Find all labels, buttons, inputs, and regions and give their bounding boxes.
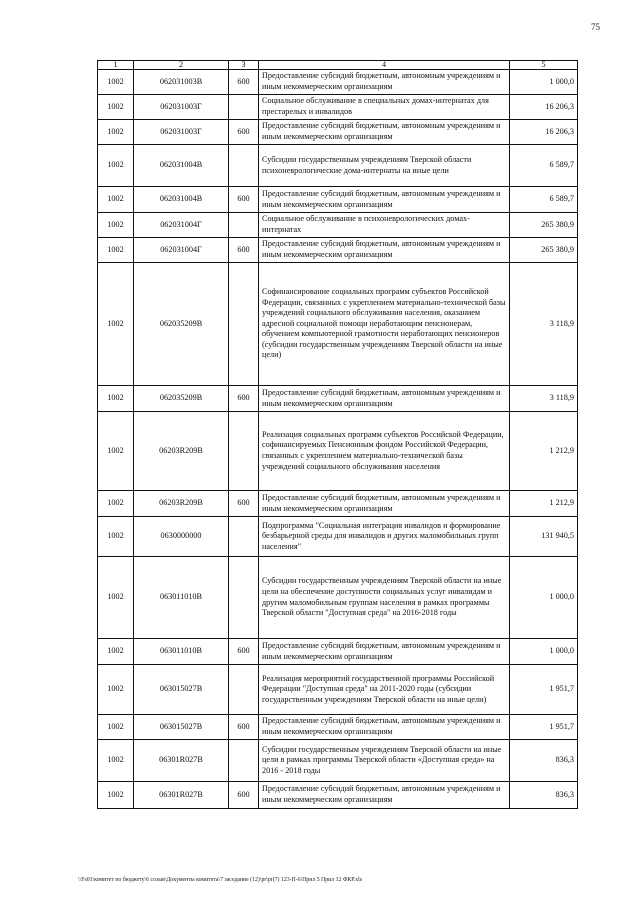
expense-type-cell (229, 213, 259, 238)
expense-type-cell (229, 145, 259, 187)
table-row (98, 639, 578, 665)
table-row (98, 95, 578, 120)
col-header-4: 4 (259, 61, 510, 70)
table-row (98, 238, 578, 263)
target-code-cell: 062031004В (134, 145, 229, 187)
item-name-cell: Предоставление субсидий бюджетным, автономным учреждениям и иным некоммерческим организациям (259, 715, 510, 740)
amount-cell: 1 951,7 (510, 715, 578, 740)
target-code-cell: 062035209В (134, 386, 229, 412)
amount-cell: 836,3 (510, 740, 578, 782)
target-code-cell: 06203R209В (134, 491, 229, 517)
target-code-cell: 063011010В (134, 557, 229, 639)
section-cell: 1002 (98, 782, 134, 809)
item-name-cell: Предоставление субсидий бюджетным, автономным учреждениям и иным некоммерческим организациям (259, 782, 510, 809)
section-cell: 1002 (98, 263, 134, 386)
expense-type-cell: 600 (229, 386, 259, 412)
section-cell: 1002 (98, 412, 134, 491)
target-code-cell: 06203R209В (134, 412, 229, 491)
amount-cell: 6 589,7 (510, 145, 578, 187)
table-row (98, 782, 578, 809)
amount-cell: 265 380,9 (510, 213, 578, 238)
table-row (98, 263, 578, 386)
table-body (98, 70, 578, 809)
target-code-cell: 062031004Г (134, 213, 229, 238)
amount-cell: 6 589,7 (510, 187, 578, 213)
col-header-2: 2 (134, 61, 229, 70)
item-name-cell: Предоставление субсидий бюджетным, автономным учреждениям и иным некоммерческим организациям (259, 187, 510, 213)
amount-cell: 16 206,3 (510, 120, 578, 145)
item-name-cell: Подпрограмма "Социальная интеграция инвалидов и формирование безбарьерной среды для инвалидов и других маломобильных групп населения" (259, 517, 510, 557)
budget-table (97, 60, 578, 809)
col-header-5: 5 (510, 61, 578, 70)
expense-type-cell: 600 (229, 639, 259, 665)
amount-cell: 131 940,5 (510, 517, 578, 557)
table-row (98, 517, 578, 557)
target-code-cell: 062031003В (134, 70, 229, 95)
table-row (98, 412, 578, 491)
target-code-cell: 062035209В (134, 263, 229, 386)
table-row (98, 740, 578, 782)
amount-cell: 1 951,7 (510, 665, 578, 715)
section-cell: 1002 (98, 639, 134, 665)
section-cell: 1002 (98, 517, 134, 557)
expense-type-cell: 600 (229, 187, 259, 213)
amount-cell: 3 118,9 (510, 386, 578, 412)
item-name-cell: Софинансирование социальных программ субъектов Российской Федерации, связанных с укреплением материально-технической базы учреждений социального обслуживания населения, оказанием адресной социальной помощи неработающим пенсионерам, обучением компьютерной грамотности неработающих пенсионеров (субсидии государственным учреждениям Тверской области на иные цели) (259, 263, 510, 386)
expense-type-cell: 600 (229, 491, 259, 517)
target-code-cell: 06301R027В (134, 782, 229, 809)
item-name-cell: Субсидии государственным учреждениям Тверской области на иные цели в рамках программы Тверской области «Доступная среда» на 2016 - 2018 годы (259, 740, 510, 782)
expense-type-cell (229, 517, 259, 557)
table-row (98, 145, 578, 187)
expense-type-cell: 600 (229, 120, 259, 145)
table-row (98, 213, 578, 238)
amount-cell: 836,3 (510, 782, 578, 809)
section-cell: 1002 (98, 238, 134, 263)
table-row (98, 70, 578, 95)
item-name-cell: Реализация мероприятий государственной программы Российской Федерации "Доступная среда" на 2011-2020 годы (субсидии государственным учреждениям Тверской области на иные цели) (259, 665, 510, 715)
amount-cell: 265 380,9 (510, 238, 578, 263)
section-cell: 1002 (98, 187, 134, 213)
item-name-cell: Субсидии государственным учреждениям Тверской области на иные цели на обеспечение доступности социальных услуг инвалидам и другим маломобильным группам населения в рамках программы Тверской области "Доступная среда" на 2016-2018 годы (259, 557, 510, 639)
amount-cell: 1 212,9 (510, 491, 578, 517)
amount-cell: 16 206,3 (510, 95, 578, 120)
header-row (98, 61, 578, 70)
item-name-cell: Предоставление субсидий бюджетным, автономным учреждениям и иным некоммерческим организациям (259, 120, 510, 145)
section-cell: 1002 (98, 70, 134, 95)
table-row (98, 120, 578, 145)
section-cell: 1002 (98, 715, 134, 740)
section-cell: 1002 (98, 145, 134, 187)
section-cell: 1002 (98, 557, 134, 639)
section-cell: 1002 (98, 491, 134, 517)
table-row (98, 187, 578, 213)
target-code-cell: 06301R027В (134, 740, 229, 782)
item-name-cell: Реализация социальных программ субъектов Российской Федерации, софинансируемых Пенсионным фондом Российской Федерации, связанных с укреплением материально-технической базы учреждений социального обслуживания населения (259, 412, 510, 491)
amount-cell: 1 212,9 (510, 412, 578, 491)
expense-type-cell: 600 (229, 782, 259, 809)
section-cell: 1002 (98, 740, 134, 782)
expense-type-cell (229, 740, 259, 782)
col-header-1: 1 (98, 61, 134, 70)
expense-type-cell (229, 412, 259, 491)
expense-type-cell: 600 (229, 715, 259, 740)
table-row (98, 557, 578, 639)
amount-cell: 1 000,0 (510, 639, 578, 665)
target-code-cell: 063015027В (134, 665, 229, 715)
amount-cell: 3 118,9 (510, 263, 578, 386)
target-code-cell: 062031003Г (134, 120, 229, 145)
target-code-cell: 062031003Г (134, 95, 229, 120)
section-cell: 1002 (98, 665, 134, 715)
amount-cell: 1 000,0 (510, 70, 578, 95)
footer-file-path: \\Fs01\комитет по бюджету\6 созыв\Документы комитета\7 заседание (12)\pr\pr(7) 123-П-6\Прил 5 Прил 12 ФКР.xls (78, 877, 362, 883)
target-code-cell: 063015027В (134, 715, 229, 740)
item-name-cell: Предоставление субсидий бюджетным, автономным учреждениям и иным некоммерческим организациям (259, 491, 510, 517)
table-row (98, 386, 578, 412)
target-code-cell: 063011010В (134, 639, 229, 665)
item-name-cell: Предоставление субсидий бюджетным, автономным учреждениям и иным некоммерческим организациям (259, 238, 510, 263)
section-cell: 1002 (98, 386, 134, 412)
col-header-3: 3 (229, 61, 259, 70)
expense-type-cell: 600 (229, 238, 259, 263)
table-row (98, 715, 578, 740)
table-row (98, 665, 578, 715)
item-name-cell: Предоставление субсидий бюджетным, автономным учреждениям и иным некоммерческим организациям (259, 386, 510, 412)
item-name-cell: Предоставление субсидий бюджетным, автономным учреждениям и иным некоммерческим организациям (259, 70, 510, 95)
item-name-cell: Субсидии государственным учреждениям Тверской области психоневрологические дома-интернаты на иные цели (259, 145, 510, 187)
target-code-cell: 0630000000 (134, 517, 229, 557)
item-name-cell: Предоставление субсидий бюджетным, автономным учреждениям и иным некоммерческим организациям (259, 639, 510, 665)
page-number: 75 (591, 22, 600, 32)
target-code-cell: 062031004В (134, 187, 229, 213)
expense-type-cell (229, 95, 259, 120)
section-cell: 1002 (98, 213, 134, 238)
table-row (98, 491, 578, 517)
item-name-cell: Социальное обслуживание в психоневрологических домах-интернатах (259, 213, 510, 238)
expense-type-cell: 600 (229, 70, 259, 95)
amount-cell: 1 000,0 (510, 557, 578, 639)
expense-type-cell (229, 557, 259, 639)
expense-type-cell (229, 263, 259, 386)
target-code-cell: 062031004Г (134, 238, 229, 263)
section-cell: 1002 (98, 120, 134, 145)
expense-type-cell (229, 665, 259, 715)
item-name-cell: Социальное обслуживание в специальных домах-интернатах для престарелых и инвалидов (259, 95, 510, 120)
section-cell: 1002 (98, 95, 134, 120)
table-header (98, 61, 578, 70)
